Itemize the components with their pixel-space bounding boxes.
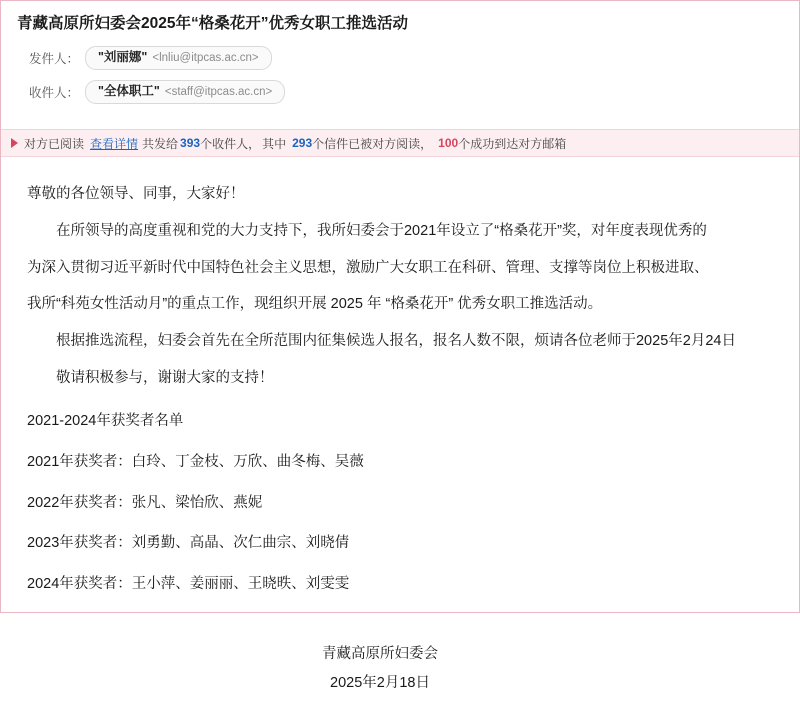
winner-row-2023: 2023年获奖者：刘勇勤、高晶、次仁曲宗、刘晓倩 — [27, 535, 350, 552]
winner-row-2021: 2021年获奖者：白玲、丁金枝、万欣、曲冬梅、吴薇 — [27, 453, 364, 470]
arrived-count: 100 — [438, 136, 459, 150]
winner-row-2022: 2022年获奖者：张凡、梁怡欣、燕妮 — [27, 494, 263, 511]
read-suffix: 个信件已被对方阅读， — [312, 136, 433, 151]
from-row — [15, 41, 785, 75]
winner-row-2024: 2024年获奖者：王小萍、姜丽丽、王晓昳、刘雯雯 — [27, 576, 350, 593]
page-title: 青藏高原所妇委会2025年“格桑花开”优秀女职工推选活动 — [17, 15, 408, 32]
body-paragraph-2: 为深入贯彻习近平新时代中国特色社会主义思想，激励广大女职工在科研、管理、支撑等岗位上积极进取、 — [27, 259, 709, 276]
mail-body — [1, 157, 799, 708]
body-paragraph-4: 根据推选流程，妇委会首先在全所范围内征集候选人报名，报名人数不限，烦请各位老师于2025年2月24日 — [56, 333, 736, 350]
mail-header — [1, 1, 799, 115]
read-status-label: 对方已阅读 — [24, 136, 85, 151]
middle-word: 其中 — [262, 136, 287, 151]
body-greeting: 尊敬的各位领导、同事，大家好！ — [27, 186, 245, 202]
to-row — [15, 75, 785, 109]
total-suffix: 个收件人， — [200, 136, 261, 151]
arrived-suffix: 个成功到达对方邮箱 — [458, 136, 567, 151]
winners-list-title: 2021-2024年获奖者名单 — [27, 412, 184, 429]
body-paragraph-5: 敬请积极参与，谢谢大家的支持！ — [56, 370, 274, 387]
read-status-bar[interactable] — [1, 129, 799, 157]
body-paragraph-3: 我所“科苑女性活动月”的重点工作，现组织开展 2025 年 “格桑花开” 优秀女职工推选活动。 — [27, 296, 603, 313]
total-prefix: 共发给 — [142, 136, 179, 151]
from-name: "刘丽娜" — [98, 50, 148, 64]
to-address: <staff@itpcas.ac.cn> — [164, 86, 273, 98]
triangle-right-icon[interactable] — [11, 138, 18, 148]
from-recipient-chip[interactable] — [85, 46, 272, 70]
to-name: "全体职工" — [98, 84, 160, 98]
body-paragraph-1: 在所领导的高度重视和党的大力支持下，我所妇委会于2021年设立了“格桑花开”奖，对年度表现优秀的 — [56, 222, 707, 239]
total-count: 393 — [180, 136, 201, 150]
to-recipient-chip[interactable] — [85, 80, 285, 104]
read-count: 293 — [292, 136, 313, 150]
signature-date: 2025年2月18日 — [330, 674, 430, 691]
signature-block — [27, 640, 773, 698]
view-detail-link[interactable]: 查看详情 — [90, 136, 139, 151]
to-label: 收件人： — [29, 86, 80, 100]
from-label: 发件人： — [29, 52, 80, 66]
signature-org: 青藏高原所妇委会 — [322, 645, 438, 662]
from-address: <lnliu@itpcas.ac.cn> — [152, 52, 259, 64]
